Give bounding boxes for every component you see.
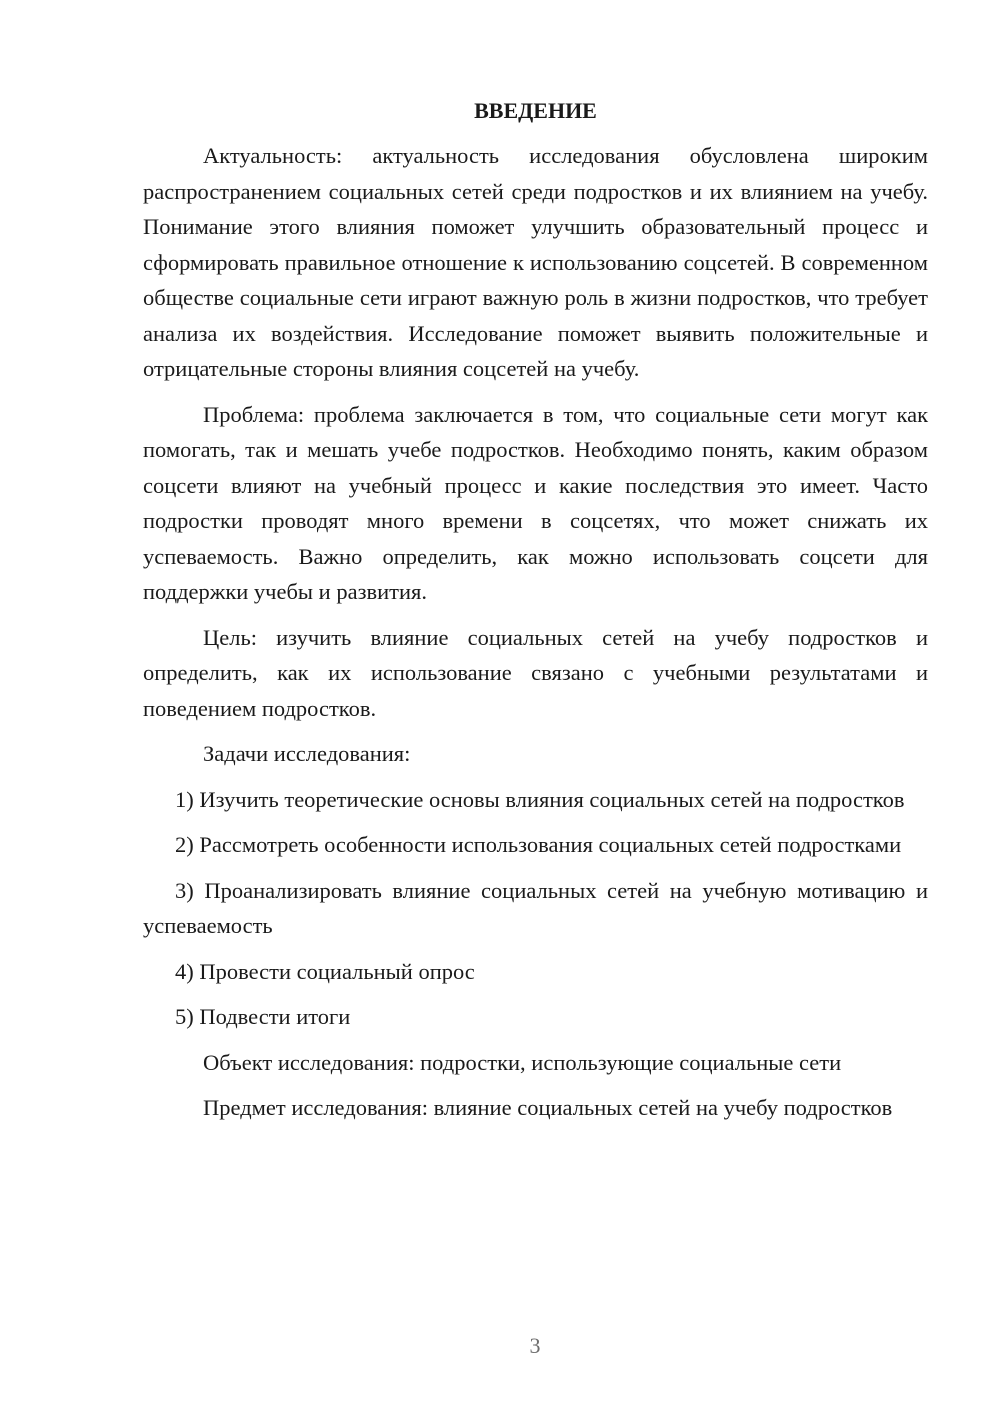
task-item-4: 4) Провести социальный опрос — [175, 958, 475, 984]
problem-paragraph: Проблема: проблема заключается в том, что социальные сети могут как помогать, так и мешать учебе подростков. Необходимо понять, каким образом соцсети влияют на учебный процесс и какие последствия это имеет. Часто подростки проводят много времени в соцсетях, что может снижать их успеваемость. Важно определить, как можно использовать соцсети для поддержки учебы и развития. — [143, 401, 928, 604]
subject-paragraph: Предмет исследования: влияние социальных сетей на учебу подростков — [203, 1095, 893, 1120]
page-title: ВВЕДЕНИЕ — [474, 98, 597, 123]
page-number: 3 — [529, 1333, 541, 1358]
object-paragraph: Объект исследования: подростки, использующие социальные сети — [203, 1049, 842, 1075]
relevance-paragraph: Актуальность: актуальность исследования обусловлена широким распространением социальных сетей среди подростков и их влиянием на учебу. Понимание этого влияния поможет улучшить образовательный процесс и сформировать правильное отношение к использованию соцсетей. В современном обществе социальные сети играют важную роль в жизни подростков, что требует анализа их воздействия. Исследование поможет выявить положительные и отрицательные стороны влияния соцсетей на учебу. — [143, 143, 928, 381]
document-page — [143, 95, 928, 1136]
goal-paragraph: Цель: изучить влияние социальных сетей на учебу подростков и определить, как их использование связано с учебными результатами и поведением подростков. — [143, 624, 928, 721]
task-item-1: 1) Изучить теоретические основы влияния социальных сетей на подростков — [175, 786, 905, 812]
tasks-heading: Задачи исследования: — [203, 741, 411, 766]
task-item-2: 2) Рассмотреть особенности использования социальных сетей подростками — [175, 832, 902, 857]
task-item-3: 3) Проанализировать влияние социальных сетей на учебную мотивацию и успеваемость — [143, 877, 928, 938]
task-item-5: 5) Подвести итоги — [175, 1004, 351, 1029]
